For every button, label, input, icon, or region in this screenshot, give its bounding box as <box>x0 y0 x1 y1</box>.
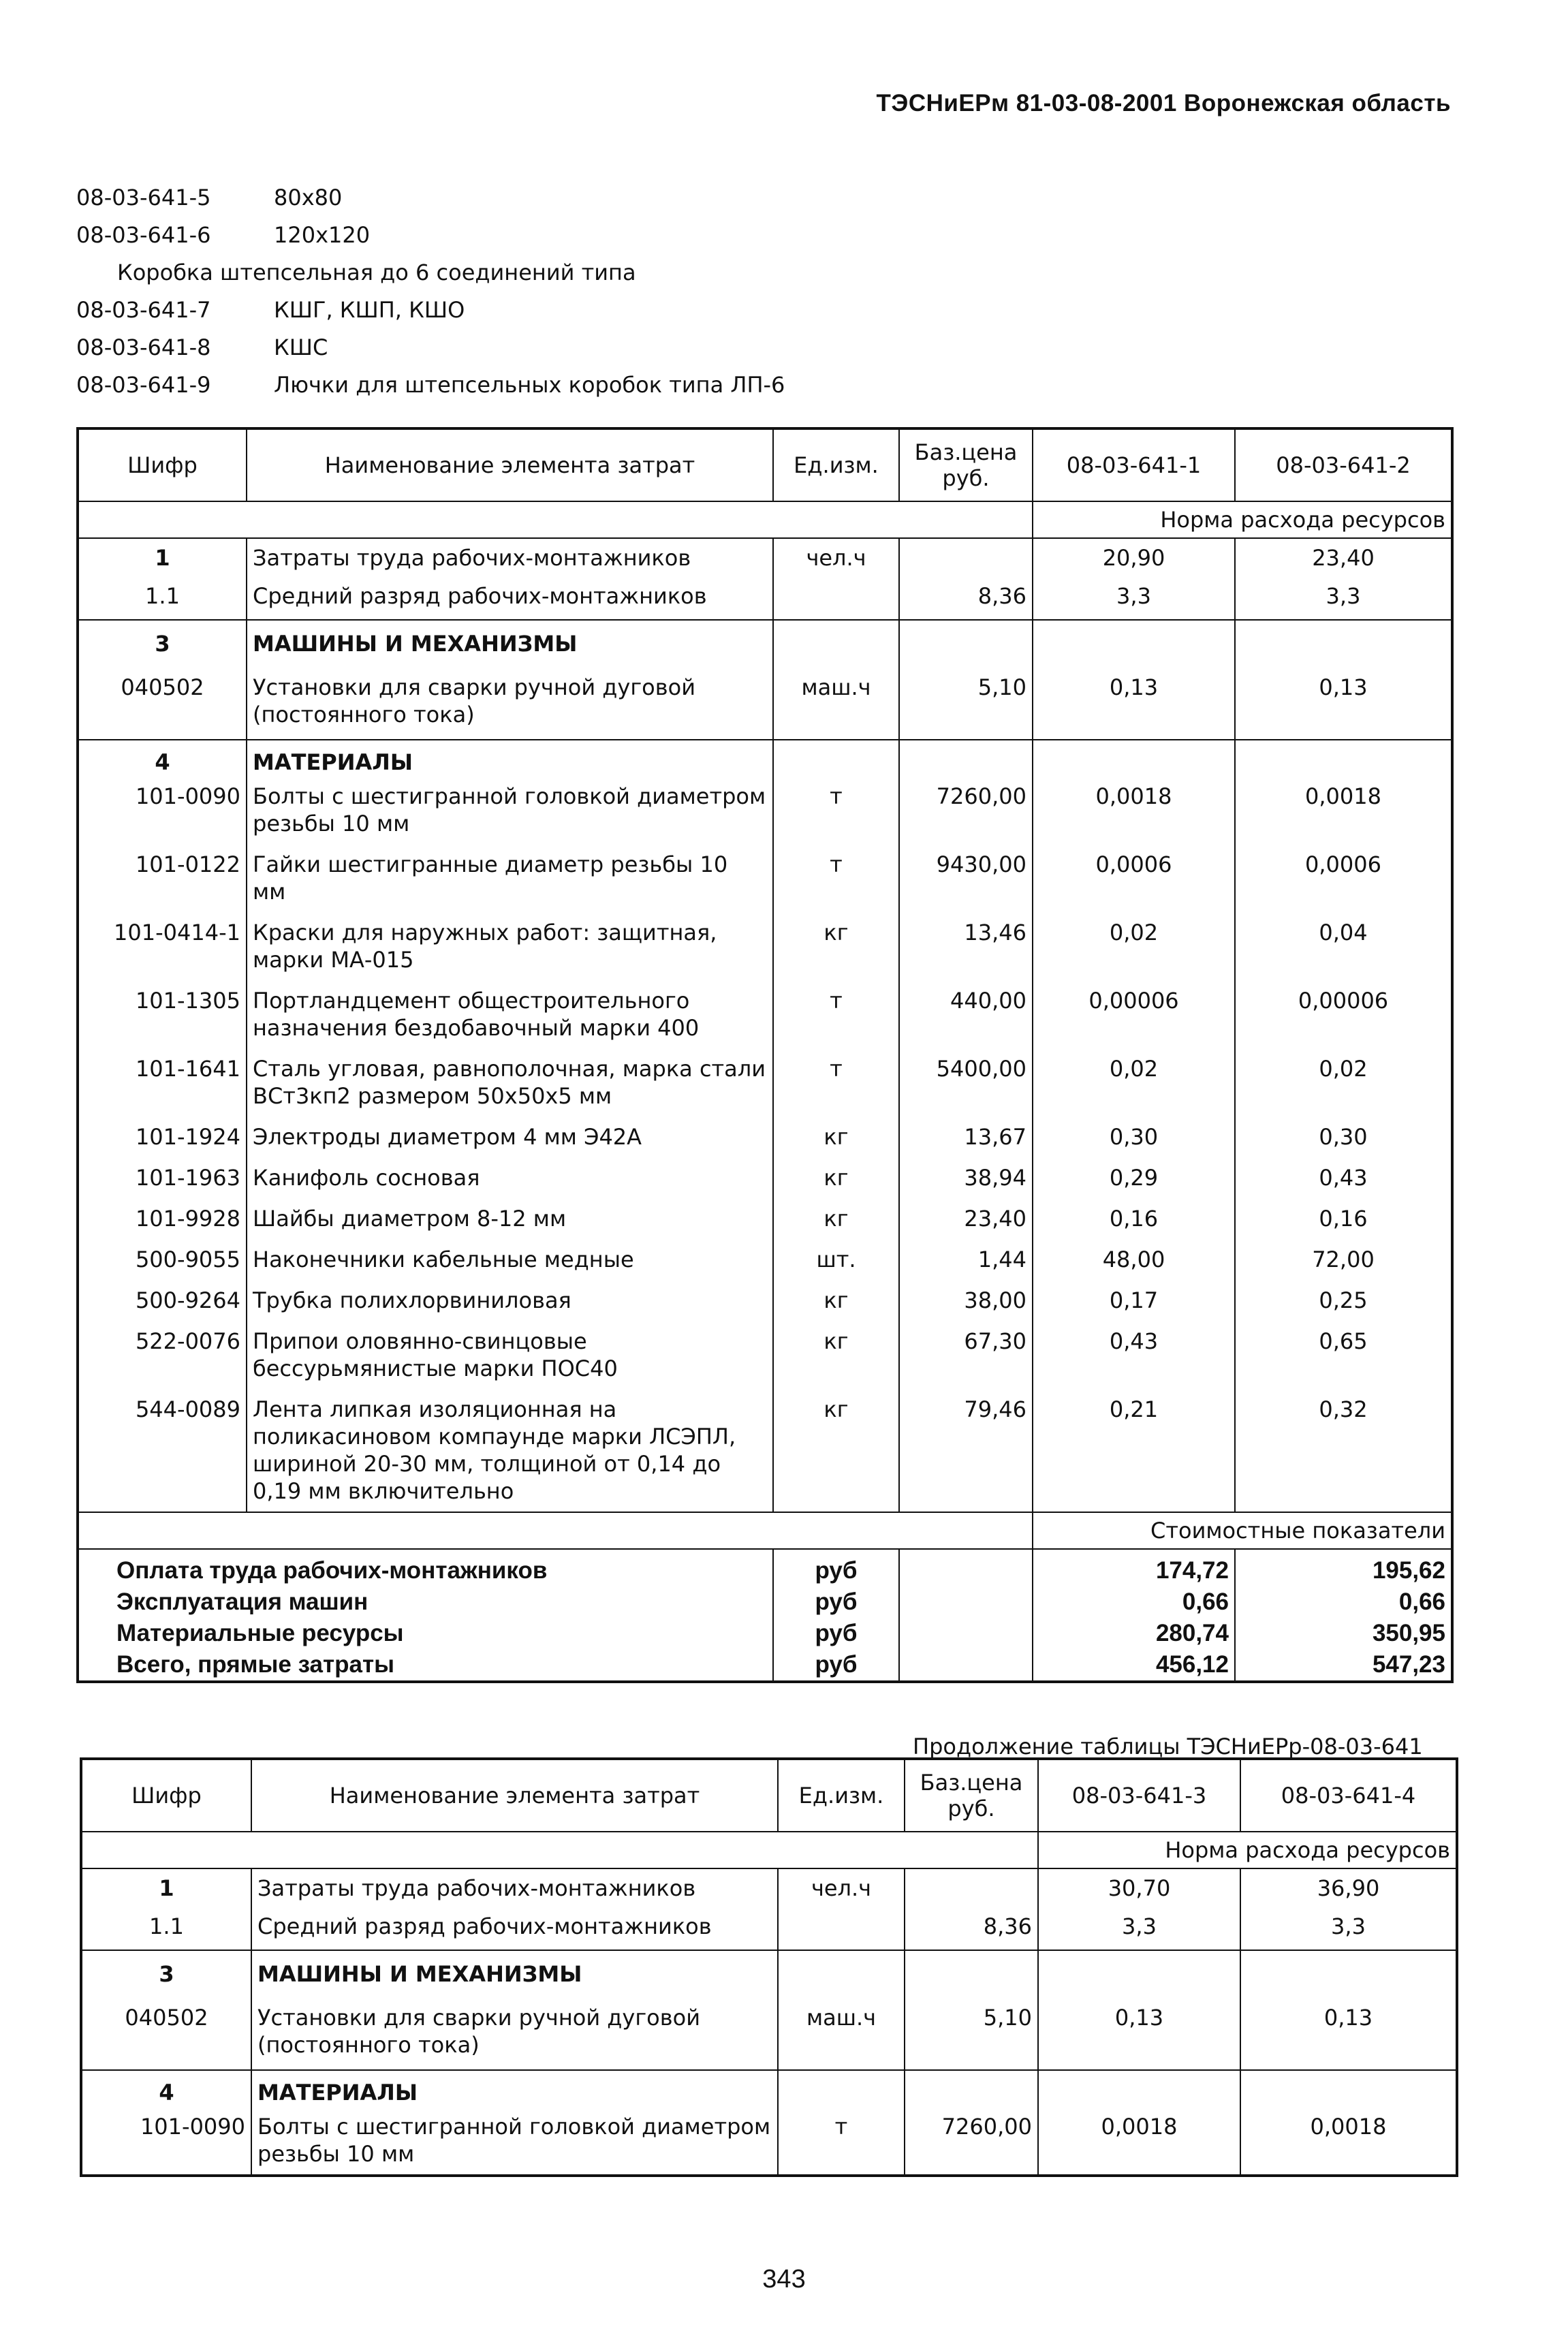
cell-value-a: 0,43 <box>1033 1321 1235 1389</box>
table-row <box>81 1988 1457 2070</box>
cell-price: 1,44 <box>899 1239 1033 1280</box>
cell-name: Средний разряд рабочих-монтажников <box>247 572 773 620</box>
cell-value-a: 0,21 <box>1033 1389 1235 1512</box>
cell-value-b: 0,00006 <box>1235 980 1452 1048</box>
table-header-row <box>78 428 1452 501</box>
cost-value-b: 547,23 <box>1235 1649 1452 1682</box>
cell-unit: кг <box>773 912 899 980</box>
cell-unit: кг <box>773 1116 899 1157</box>
table-row <box>78 980 1452 1048</box>
col-header-b: 08-03-641-4 <box>1240 1759 1457 1832</box>
cell-price: 23,40 <box>899 1198 1033 1239</box>
cell-value-b: 0,32 <box>1235 1389 1452 1512</box>
cell-unit: чел.ч <box>773 538 899 572</box>
empty-cell <box>899 1549 1033 1586</box>
intro-code: 08-03-641-5 <box>76 184 211 210</box>
cell-price <box>899 538 1033 572</box>
cell-name: Лента липкая изоляционная на поликасиновом компаунде марки ЛСЭПЛ, шириной 20-30 мм, толщиной от 0,14 до 0,19 мм включительно <box>247 1389 773 1512</box>
cell-value-b: 0,25 <box>1235 1280 1452 1321</box>
cell-unit: кг <box>773 1157 899 1198</box>
empty-cell <box>773 620 899 657</box>
cost-value-b: 0,66 <box>1235 1586 1452 1618</box>
page-header: ТЭСНиЕРм 81-03-08-2001 Воронежская область <box>876 90 1451 116</box>
cell-unit: кг <box>773 1280 899 1321</box>
section-row <box>78 620 1452 657</box>
table-row <box>78 572 1452 620</box>
cell-code: 500-9264 <box>78 1280 247 1321</box>
cell-price: 8,36 <box>899 572 1033 620</box>
table-2-body <box>81 1759 1457 2176</box>
table-1-body <box>78 428 1452 1682</box>
cell-name: Установки для сварки ручной дуговой (постоянного тока) <box>247 657 773 740</box>
cell-code: 101-1963 <box>78 1157 247 1198</box>
table-row <box>78 1048 1452 1116</box>
cell-value-b: 0,43 <box>1235 1157 1452 1198</box>
cell-unit: кг <box>773 1198 899 1239</box>
cell-code: 1.1 <box>78 572 247 620</box>
cell-price: 7260,00 <box>899 776 1033 844</box>
col-header-code: Шифр <box>78 428 247 501</box>
table-row <box>78 844 1452 912</box>
empty-cell <box>1240 1950 1457 1988</box>
cost-unit: руб <box>773 1649 899 1682</box>
norm-spacer <box>81 1832 1038 1868</box>
intro-item <box>76 328 785 366</box>
cell-value-b: 3,3 <box>1240 1902 1457 1950</box>
intro-code: 08-03-641-7 <box>76 296 211 323</box>
cell-value-b: 0,0018 <box>1235 776 1452 844</box>
cell-price: 79,46 <box>899 1389 1033 1512</box>
empty-cell <box>773 740 899 776</box>
cell-code: 101-0090 <box>81 2106 251 2176</box>
empty-cell <box>899 620 1033 657</box>
cell-value-a: 3,3 <box>1033 572 1235 620</box>
page-number: 343 <box>762 2265 806 2294</box>
intro-desc: КШГ, КШП, КШО <box>274 296 465 323</box>
empty-cell <box>1033 620 1235 657</box>
section-title: МАТЕРИАЛЫ <box>251 2070 778 2106</box>
cost-value-a: 174,72 <box>1033 1549 1235 1586</box>
cell-value-a: 20,90 <box>1033 538 1235 572</box>
cost-value-a: 456,12 <box>1033 1649 1235 1682</box>
intro-item <box>76 291 785 328</box>
col-header-price <box>905 1759 1038 1832</box>
cell-name: Шайбы диаметром 8-12 мм <box>247 1198 773 1239</box>
cell-code: 101-0414-1 <box>78 912 247 980</box>
col-header-name: Наименование элемента затрат <box>251 1759 778 1832</box>
cell-value-b: 0,30 <box>1235 1116 1452 1157</box>
norm-label-row <box>81 1832 1457 1868</box>
table-row <box>78 538 1452 572</box>
cell-value-a: 30,70 <box>1038 1868 1240 1902</box>
empty-cell <box>1033 740 1235 776</box>
table-row <box>81 1868 1457 1902</box>
cell-value-b: 72,00 <box>1235 1239 1452 1280</box>
intro-code: 08-03-641-6 <box>76 221 211 248</box>
empty-cell <box>778 1950 905 1988</box>
cell-value-b: 0,02 <box>1235 1048 1452 1116</box>
cell-price: 440,00 <box>899 980 1033 1048</box>
table-row <box>78 1321 1452 1389</box>
intro-desc: Лючки для штепсельных коробок типа ЛП-6 <box>274 371 785 398</box>
cost-value-a: 280,74 <box>1033 1618 1235 1649</box>
cost-unit: руб <box>773 1586 899 1618</box>
intro-code: 08-03-641-9 <box>76 371 211 398</box>
cost-value-b: 195,62 <box>1235 1549 1452 1586</box>
section-row <box>81 2070 1457 2106</box>
table-row <box>78 1157 1452 1198</box>
cell-value-a: 0,13 <box>1038 1988 1240 2070</box>
section-row <box>78 740 1452 776</box>
cell-value-a: 0,29 <box>1033 1157 1235 1198</box>
cell-price: 13,46 <box>899 912 1033 980</box>
cell-value-b: 0,0006 <box>1235 844 1452 912</box>
empty-cell <box>1038 1950 1240 1988</box>
cell-price: 9430,00 <box>899 844 1033 912</box>
intro-item <box>76 253 785 291</box>
cell-unit: шт. <box>773 1239 899 1280</box>
cell-name: Сталь угловая, равнополочная, марка стали ВСт3кп2 размером 50х50х5 мм <box>247 1048 773 1116</box>
empty-cell <box>899 1649 1033 1682</box>
intro-code: 08-03-641-8 <box>76 334 211 360</box>
cost-label-row <box>78 1512 1452 1549</box>
intro-list <box>76 178 785 403</box>
cost-unit: руб <box>773 1618 899 1649</box>
col-header-a: 08-03-641-3 <box>1038 1759 1240 1832</box>
table-row <box>78 776 1452 844</box>
table-row <box>81 2106 1457 2176</box>
section-title: МАТЕРИАЛЫ <box>247 740 773 776</box>
cost-unit: руб <box>773 1549 899 1586</box>
cell-unit: кг <box>773 1321 899 1389</box>
intro-desc: Коробка штепсельная до 6 соединений типа <box>117 259 636 285</box>
cell-name: Затраты труда рабочих-монтажников <box>247 538 773 572</box>
cell-price: 38,94 <box>899 1157 1033 1198</box>
price-header-line1: Баз.цена <box>920 1770 1023 1796</box>
cell-code: 544-0089 <box>78 1389 247 1512</box>
cost-value-a: 0,66 <box>1033 1586 1235 1618</box>
section-code: 4 <box>78 740 247 776</box>
cell-code: 1.1 <box>81 1902 251 1950</box>
cost-row <box>78 1618 1452 1649</box>
cell-name: Краски для наружных работ: защитная, марки МА-015 <box>247 912 773 980</box>
cost-name: Всего, прямые затраты <box>78 1649 773 1682</box>
cell-code: 101-1924 <box>78 1116 247 1157</box>
cell-value-a: 0,02 <box>1033 1048 1235 1116</box>
col-header-unit: Ед.изм. <box>778 1759 905 1832</box>
resource-table-2 <box>80 1757 1458 2177</box>
cell-code: 522-0076 <box>78 1321 247 1389</box>
table-row <box>78 1198 1452 1239</box>
cell-unit: т <box>773 844 899 912</box>
col-header-unit: Ед.изм. <box>773 428 899 501</box>
cell-code: 1 <box>78 538 247 572</box>
cell-unit: маш.ч <box>773 657 899 740</box>
table-row <box>78 1280 1452 1321</box>
cell-code: 101-1305 <box>78 980 247 1048</box>
norm-label: Норма расхода ресурсов <box>1038 1832 1457 1868</box>
cell-name: Портландцемент общестроительного назначения бездобавочный марки 400 <box>247 980 773 1048</box>
intro-desc: 80x80 <box>274 184 343 210</box>
intro-item <box>76 178 785 216</box>
empty-cell <box>905 1950 1038 1988</box>
cell-price: 5,10 <box>905 1988 1038 2070</box>
cell-value-a: 0,0018 <box>1033 776 1235 844</box>
cell-value-b: 23,40 <box>1235 538 1452 572</box>
cell-unit: чел.ч <box>778 1868 905 1902</box>
section-code: 4 <box>81 2070 251 2106</box>
cell-unit: кг <box>773 1389 899 1512</box>
price-header-line2: руб. <box>947 1796 995 1821</box>
cell-value-a: 0,00006 <box>1033 980 1235 1048</box>
empty-cell <box>1235 620 1452 657</box>
cell-name: Затраты труда рабочих-монтажников <box>251 1868 778 1902</box>
intro-desc: КШС <box>274 334 328 360</box>
cell-price: 13,67 <box>899 1116 1033 1157</box>
cost-label: Стоимостные показатели <box>1033 1512 1452 1549</box>
section-code: 3 <box>81 1950 251 1988</box>
cell-value-b: 0,04 <box>1235 912 1452 980</box>
cell-code: 040502 <box>81 1988 251 2070</box>
cell-code: 101-1641 <box>78 1048 247 1116</box>
cell-code: 101-0122 <box>78 844 247 912</box>
empty-cell <box>1235 740 1452 776</box>
cell-price: 5400,00 <box>899 1048 1033 1116</box>
col-header-code: Шифр <box>81 1759 251 1832</box>
cost-name: Материальные ресурсы <box>78 1618 773 1649</box>
cell-price: 7260,00 <box>905 2106 1038 2176</box>
table-row <box>78 1239 1452 1280</box>
col-header-price <box>899 428 1033 501</box>
cell-name: Наконечники кабельные медные <box>247 1239 773 1280</box>
cell-unit <box>773 572 899 620</box>
table-row <box>78 657 1452 740</box>
price-header-line2: руб. <box>942 465 990 491</box>
cell-value-a: 0,30 <box>1033 1116 1235 1157</box>
cell-name: Гайки шестигранные диаметр резьбы 10 мм <box>247 844 773 912</box>
empty-cell <box>778 2070 905 2106</box>
cell-price <box>905 1868 1038 1902</box>
cell-value-a: 3,3 <box>1038 1902 1240 1950</box>
cell-unit: маш.ч <box>778 1988 905 2070</box>
col-header-name: Наименование элемента затрат <box>247 428 773 501</box>
norm-label: Норма расхода ресурсов <box>1033 501 1452 538</box>
cell-value-b: 0,13 <box>1235 657 1452 740</box>
continuation-title: Продолжение таблицы ТЭСНиЕРр-08-03-641 <box>913 1734 1423 1759</box>
cell-value-a: 0,02 <box>1033 912 1235 980</box>
table-header-row <box>81 1759 1457 1832</box>
resource-table-1 <box>76 427 1454 1683</box>
col-header-a: 08-03-641-1 <box>1033 428 1235 501</box>
cell-name: Электроды диаметром 4 мм Э42А <box>247 1116 773 1157</box>
cost-row <box>78 1586 1452 1618</box>
section-title: МАШИНЫ И МЕХАНИЗМЫ <box>251 1950 778 1988</box>
table-row <box>78 1389 1452 1512</box>
cell-unit <box>778 1902 905 1950</box>
cell-name: Установки для сварки ручной дуговой (постоянного тока) <box>251 1988 778 2070</box>
table-row <box>78 912 1452 980</box>
cell-value-a: 0,17 <box>1033 1280 1235 1321</box>
cell-price: 8,36 <box>905 1902 1038 1950</box>
empty-cell <box>1240 2070 1457 2106</box>
empty-cell <box>899 1586 1033 1618</box>
cell-price: 67,30 <box>899 1321 1033 1389</box>
cell-value-a: 0,13 <box>1033 657 1235 740</box>
cost-row <box>78 1549 1452 1586</box>
cell-unit: т <box>773 980 899 1048</box>
intro-item <box>76 366 785 403</box>
col-header-b: 08-03-641-2 <box>1235 428 1452 501</box>
cell-name: Трубка полихлорвиниловая <box>247 1280 773 1321</box>
section-title: МАШИНЫ И МЕХАНИЗМЫ <box>247 620 773 657</box>
cell-code: 1 <box>81 1868 251 1902</box>
cell-value-a: 0,16 <box>1033 1198 1235 1239</box>
cost-spacer <box>78 1512 1033 1549</box>
empty-cell <box>905 2070 1038 2106</box>
cell-code: 101-9928 <box>78 1198 247 1239</box>
cell-value-b: 0,13 <box>1240 1988 1457 2070</box>
cost-row <box>78 1649 1452 1682</box>
table-row <box>81 1902 1457 1950</box>
price-header-line1: Баз.цена <box>914 439 1018 465</box>
section-row <box>81 1950 1457 1988</box>
intro-desc: 120x120 <box>274 221 371 248</box>
cell-value-b: 0,65 <box>1235 1321 1452 1389</box>
cell-value-b: 0,0018 <box>1240 2106 1457 2176</box>
cell-value-a: 0,0006 <box>1033 844 1235 912</box>
cell-name: Припои оловянно-свинцовые бессурьмянистые марки ПОС40 <box>247 1321 773 1389</box>
cell-code: 101-0090 <box>78 776 247 844</box>
empty-cell <box>899 1618 1033 1649</box>
cell-value-a: 48,00 <box>1033 1239 1235 1280</box>
cell-name: Болты с шестигранной головкой диаметром резьбы 10 мм <box>247 776 773 844</box>
cell-name: Средний разряд рабочих-монтажников <box>251 1902 778 1950</box>
norm-label-row <box>78 501 1452 538</box>
cell-code: 500-9055 <box>78 1239 247 1280</box>
cell-unit: т <box>773 1048 899 1116</box>
cell-value-b: 36,90 <box>1240 1868 1457 1902</box>
cell-price: 5,10 <box>899 657 1033 740</box>
cell-name: Болты с шестигранной головкой диаметром резьбы 10 мм <box>251 2106 778 2176</box>
cost-name: Оплата труда рабочих-монтажников <box>78 1549 773 1586</box>
table-row <box>78 1116 1452 1157</box>
cell-unit: т <box>778 2106 905 2176</box>
cell-name: Канифоль сосновая <box>247 1157 773 1198</box>
intro-item <box>76 216 785 253</box>
cell-code: 040502 <box>78 657 247 740</box>
cell-value-a: 0,0018 <box>1038 2106 1240 2176</box>
cost-value-b: 350,95 <box>1235 1618 1452 1649</box>
empty-cell <box>1038 2070 1240 2106</box>
cell-value-b: 0,16 <box>1235 1198 1452 1239</box>
cost-name: Эксплуатация машин <box>78 1586 773 1618</box>
norm-spacer <box>78 501 1033 538</box>
empty-cell <box>899 740 1033 776</box>
section-code: 3 <box>78 620 247 657</box>
cell-price: 38,00 <box>899 1280 1033 1321</box>
cell-unit: т <box>773 776 899 844</box>
cell-value-b: 3,3 <box>1235 572 1452 620</box>
